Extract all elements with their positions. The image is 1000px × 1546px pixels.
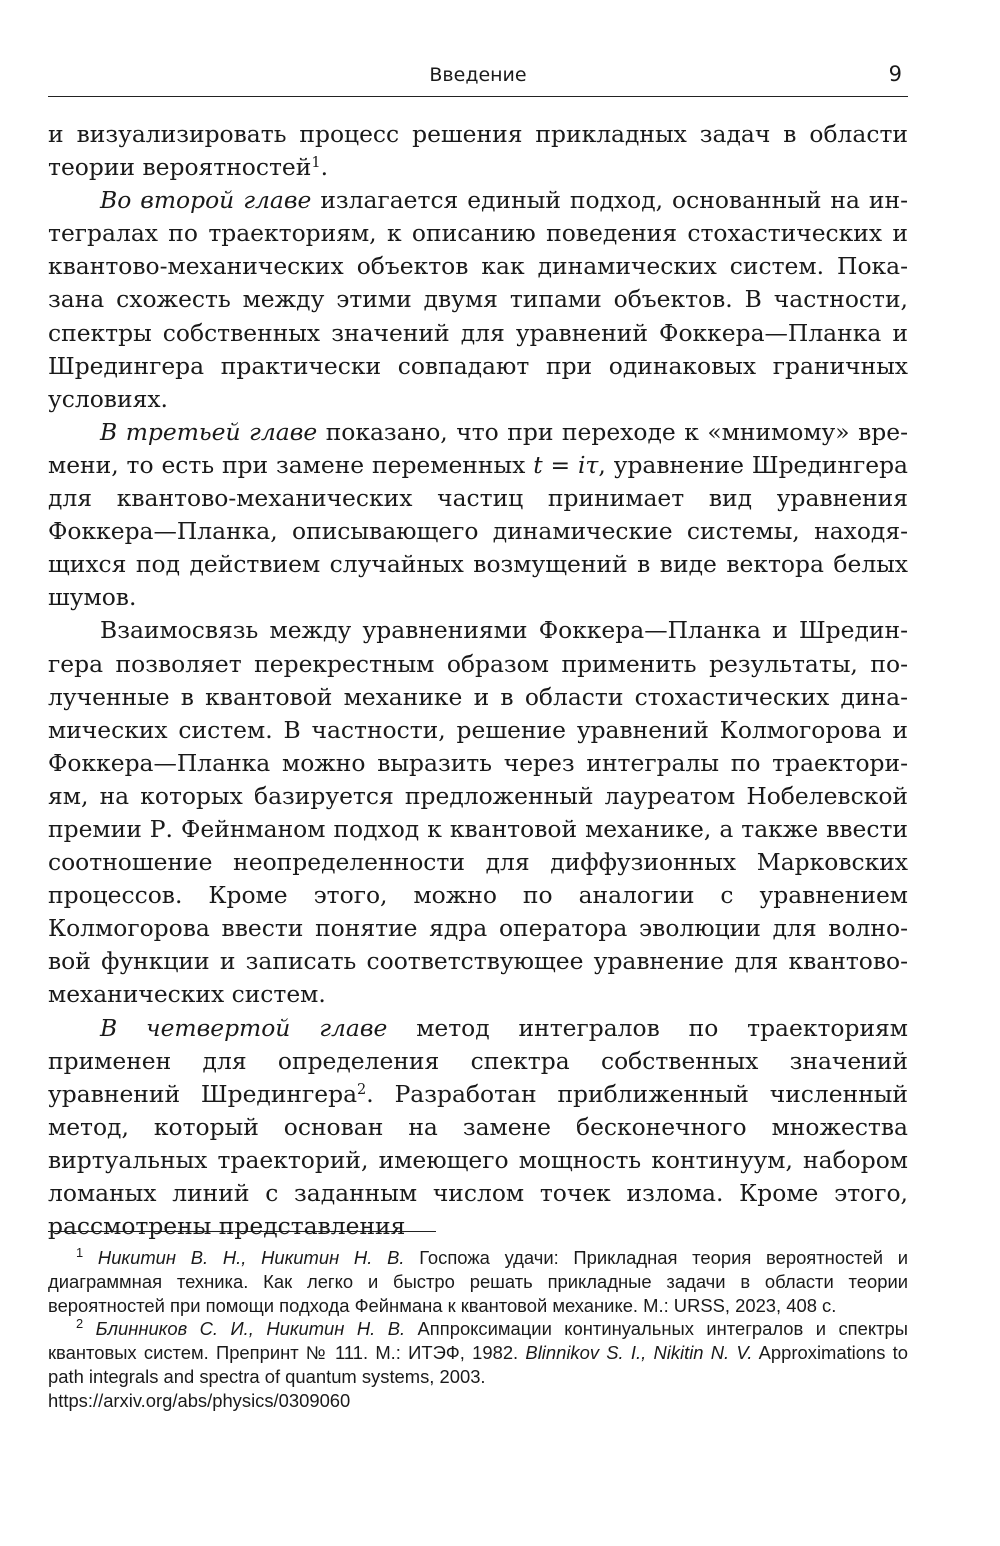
chapter-ref: В третьей главе [100,417,318,446]
chapter-ref: В четвертой главе [100,1013,388,1042]
footnote-text: Approximations to path integrals and spectra of quantum systems, 2003. [48,1342,909,1387]
paragraph-text: . Разработан приближенный численный метод, который основан на замене бесконечного множества виртуальных траекторий, имеющего мощность континуум, набором ломаных линий с заданным числом точек излома. Кроме этого, рассмотрены представления [48,1079,908,1241]
paragraph-text: показано, что при переходе к «мнимому» времени, то есть при замене переменных [48,417,908,479]
footnote-mark: 1 [76,1244,84,1260]
chapter-title: Введение [429,64,527,86]
footnote-authors: Блинников С. И., Никитин Н. В. [95,1318,406,1340]
footnote-text: Госпожа удачи: Прикладная теория вероятностей и диаграммная техника. Как легко и быстро решать прикладные задачи в области теории вероятностей при помощи подхода Фейнмана к квантовой механике. М.: URSS, 2023, 408 с. [48,1247,908,1316]
paragraph [48,118,908,184]
running-header [48,58,908,97]
math-expression: t = iτ [533,450,599,479]
paragraph-text: , уравнение Шредингера для квантово-механических частиц принимает вид уравнения Фоккера—Планка, описывающего динамические системы, находящихся под действием случайных возмущений в виде вектора белых шумов. [48,450,908,612]
footnote-ref[interactable]: 1 [311,155,321,172]
footnote [48,1246,908,1317]
footnote-divider [48,1231,436,1232]
footnote-url[interactable]: https://arxiv.org/abs/physics/0309060 [48,1389,351,1411]
paragraph [48,184,908,416]
footnote-mark: 2 [76,1316,84,1332]
footnote-text: Аппроксимации континуальных интегралов и спектры квантовых систем. Препринт № 111. М.: ИТЭФ, 1982. [48,1318,908,1364]
footnote-authors: Никитин В. Н., Никитин Н. В. [97,1247,405,1268]
paragraph-text: метод интегралов по траекториям применен для определения спектра собственных значений уравнений Шредингера [48,1013,908,1108]
footnote-ref[interactable]: 2 [357,1081,367,1098]
paragraph-text: излагается единый подход, основанный на интегралах по траекториям, к описанию поведения стохастических и квантово-механических объектов как динамических систем. Показана схожесть между этими двумя типами объектов. В частности, спектры собственных значений для уравнений Фоккера—Планка и Шредингера практически совпадают при одинаковых граничных условиях. [48,186,908,413]
punctuation: . [320,153,329,182]
paragraph [48,614,908,1011]
page-number: 9 [888,62,902,86]
paragraph [48,416,908,615]
footnotes [48,1246,908,1413]
paragraph-text: и визуализировать процесс решения прикладных задач в области теории вероятностей [48,120,908,182]
footnote [48,1317,908,1388]
paragraph [48,1012,908,1244]
paragraph-text: Взаимосвязь между уравнениями Фоккера—Планка и Шредингера позволяет перекрестным образом применить результаты, полученные в квантовой механике и в области стохастических динамических систем. В частности, решение уравнений Колмогорова и Фоккера—Планка можно выразить через интегралы по траекториям, на которых базируется предложенный лауреатом Нобелевской премии Р. Фейнманом подход к квантовой механике, а также ввести соотношение неопределенности для диффузионных Марковских процессов. Кроме этого, можно по аналогии с уравнением Колмогорова ввести понятие ядра оператора эволюции для волновой функции и записать соответствующее уравнение для квантово-механических систем. [48,616,908,1009]
chapter-ref: Во второй главе [100,186,312,215]
footnote-authors: Blinnikov S. I., Nikitin N. V. [525,1342,753,1364]
main-text [48,118,908,1243]
